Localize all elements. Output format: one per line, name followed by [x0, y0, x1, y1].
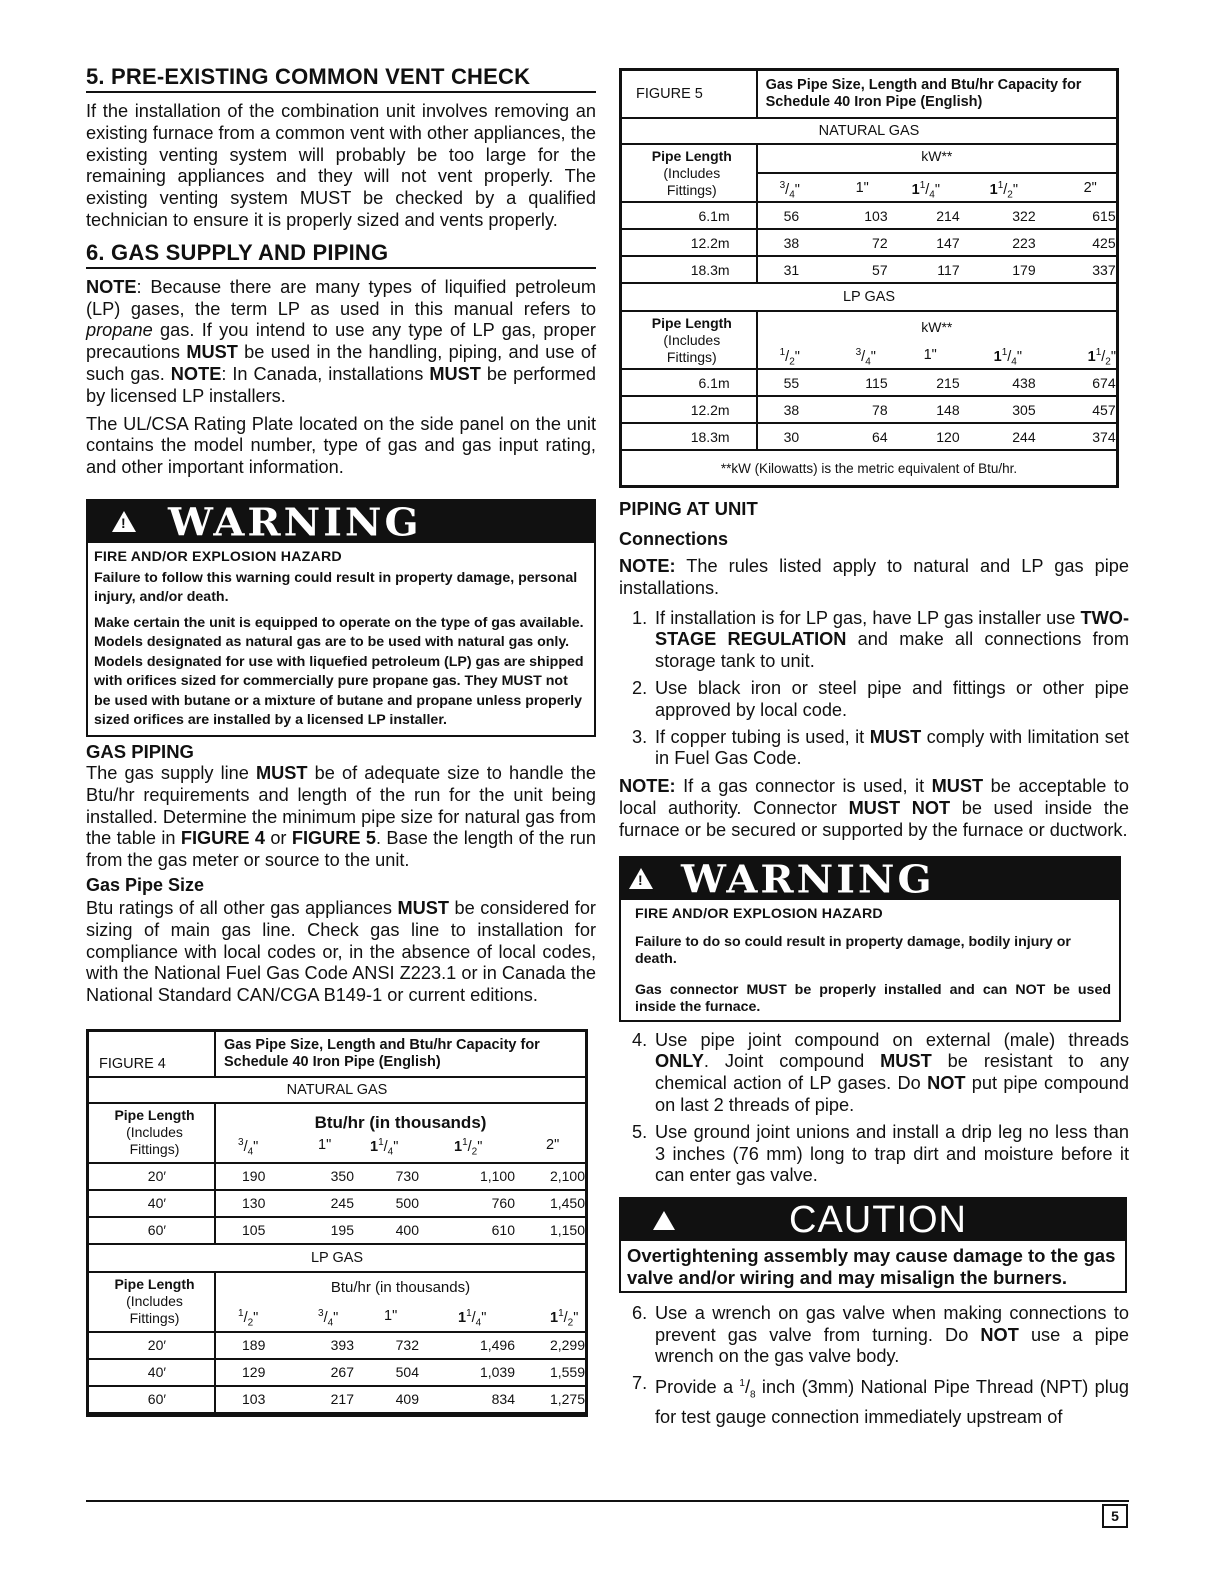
figure-4-lp-label: LP GAS: [89, 1244, 585, 1272]
hazard-title: FIRE AND/OR EXPLOSION HAZARD: [94, 548, 342, 565]
connections-list-continued: [619, 1030, 1129, 1188]
figure-4-sizes: $^3/_4$" 1" $1^1/_4$" $1^1/_2$" 2": [238, 1136, 560, 1158]
pipe-length-cell: 20′: [89, 1332, 215, 1359]
value-cell: 400: [395, 1222, 419, 1239]
list-item-6: 6. Use a wrench on gas valve when making connections to prevent gas valve from turning. Do NOT use a pipe wrench on the gas valve body.: [632, 1302, 1129, 1367]
list-item-5: 5. Use ground joint unions and install a drip leg no less than 3 inches (76 mm) long to trap dirt and moisture before it can enter gas valve.: [632, 1121, 1129, 1186]
hazard-title-2: FIRE AND/OR EXPLOSION HAZARD: [635, 905, 883, 922]
value-cell: 148: [936, 401, 960, 418]
warning-banner-2: [621, 858, 1119, 900]
value-cell: 834: [491, 1391, 515, 1408]
pipe-length-cell: 6.1m: [622, 369, 757, 396]
connections-note: NOTE: The rules listed apply to natural and LP gas pipe installations.: [619, 556, 1129, 598]
value-cell: 214: [936, 207, 960, 224]
right-column: [619, 68, 1129, 1428]
value-cell: 223: [1012, 234, 1036, 251]
table-row: [89, 1163, 585, 1190]
gas-pipe-size-heading: Gas Pipe Size: [86, 874, 205, 895]
connections-list-final: [619, 1303, 1129, 1429]
value-cell: 337: [1092, 261, 1116, 278]
value-cell: 267: [330, 1364, 354, 1381]
value-cell: 56: [783, 207, 800, 224]
figure-5-table: [619, 68, 1119, 488]
caution-text: Overtightening assembly may cause damage to the gas valve and/or wiring and may misalign the burners.: [627, 1245, 1116, 1288]
pipe-length-cell: 18.3m: [622, 423, 757, 450]
value-cell: 130: [242, 1195, 266, 1212]
table-row: [89, 1386, 585, 1413]
figure-4-unit: Btu/hr (in thousands): [314, 1112, 487, 1132]
value-cell: 350: [330, 1168, 354, 1185]
figure-5-ng-label: NATURAL GAS: [622, 118, 1116, 144]
warning-word-2: WARNING: [681, 857, 935, 900]
value-cell: 38: [783, 234, 800, 251]
pipe-length-cell: 12.2m: [622, 229, 757, 256]
value-cell: 103: [242, 1391, 266, 1408]
table-row: [89, 1190, 585, 1217]
value-cell: 730: [395, 1168, 419, 1185]
value-cell: 438: [1012, 374, 1036, 391]
warning-text-1: Failure to follow this warning could result in property damage, personal injury, and/or death.: [94, 569, 578, 606]
table-row: [622, 229, 1116, 256]
figure-4-ng-label: NATURAL GAS: [89, 1077, 585, 1103]
list-item-2: 2. Use black iron or steel pipe and fittings or other pipe approved by local code.: [632, 677, 1129, 720]
value-cell: 1,496: [479, 1337, 515, 1354]
value-cell: 190: [242, 1168, 266, 1185]
figure-4-label: FIGURE 4: [89, 1032, 215, 1077]
warning-text-2: Make certain the unit is equipped to operate on the type of gas available. Models designated as natural gas are to be used with natural gas only. Models designated for use with liquefied petroleum (LP) gas are shipped with orifices sized for commercially pure propane gas. They MUST not be used with butane or a mixture of butane and propane unless properly sized orifices are installed by a licensed LP installer.: [94, 614, 584, 729]
pipe-length-cell: 6.1m: [622, 202, 757, 229]
table-row: [622, 202, 1116, 229]
value-cell: 103: [864, 207, 888, 224]
value-cell: 57: [872, 261, 888, 278]
value-cell: 500: [395, 1195, 419, 1212]
value-cell: 425: [1092, 234, 1116, 251]
value-cell: 147: [936, 234, 960, 251]
pipe-length-cell: 60′: [89, 1217, 215, 1244]
value-cell: 615: [1092, 207, 1116, 224]
figure-5-title: Gas Pipe Size, Length and Btu/hr Capacity for Schedule 40 Iron Pipe (English): [757, 71, 1116, 118]
figure-4-title: Gas Pipe Size, Length and Btu/hr Capacity for Schedule 40 Iron Pipe (English): [215, 1032, 585, 1077]
value-cell: 1,150: [549, 1222, 585, 1239]
warning-triangle-icon: !: [629, 868, 653, 889]
table-row: [89, 1217, 585, 1244]
pipe-length-cell: 18.3m: [622, 256, 757, 283]
value-cell: 1,275: [549, 1391, 585, 1408]
value-cell: 195: [330, 1222, 354, 1239]
figure-4-lp-unit: Btu/hr (in thousands): [330, 1279, 471, 1297]
value-cell: 72: [872, 234, 888, 251]
value-cell: 78: [872, 401, 888, 418]
warning-2-text-2: Gas connector MUST be properly installed and can NOT be used inside the furnace.: [635, 981, 1111, 1015]
caution-box: [619, 1197, 1127, 1293]
list-item-7: 7. Provide a $^1/_8$ inch (3mm) National Pipe Thread (NPT) plug for test gauge connection immediately upstream of: [632, 1373, 1129, 1427]
value-cell: 217: [330, 1391, 354, 1408]
table-row: [89, 1332, 585, 1359]
warning-2-text-1: Failure to do so could result in property damage, bodily injury or death.: [635, 933, 1071, 967]
table-row: [622, 256, 1116, 283]
value-cell: 30: [783, 428, 800, 445]
gas-piping-heading: GAS PIPING: [86, 740, 194, 762]
value-cell: 732: [395, 1337, 419, 1354]
value-cell: 760: [491, 1195, 515, 1212]
value-cell: 105: [242, 1222, 266, 1239]
warning-box-2: [619, 856, 1121, 1022]
figure-5-lp-label: LP GAS: [622, 283, 1116, 311]
connector-note: NOTE: If a gas connector is used, it MUST be acceptable to local authority. Connector MUST NOT be used inside the furnace or be secured or supported by the furnace or ductwork.: [619, 776, 1130, 840]
value-cell: 1,450: [549, 1195, 585, 1212]
figure-4-lp-sizes: $^1/_2$" $^3/_4$" 1" $1^1/_4$" $1^1/_2$": [238, 1308, 579, 1329]
section-5-heading: 5. PRE-EXISTING COMMON VENT CHECK: [86, 64, 596, 93]
list-item-4: 4. Use pipe joint compound on external (male) threads ONLY. Joint compound MUST be resistant to any chemical action of LP gases. Do NOT put pipe compound on last 2 threads of pipe.: [632, 1029, 1129, 1115]
pipe-length-cell: 20′: [89, 1163, 215, 1190]
caution-word: CAUTION: [789, 1199, 967, 1242]
value-cell: 31: [783, 261, 800, 278]
value-cell: 305: [1012, 401, 1036, 418]
section-6-heading: 6. GAS SUPPLY AND PIPING: [86, 240, 596, 269]
pipe-length-cell: 12.2m: [622, 396, 757, 423]
figure-4-lp-pipe-length-header: Pipe Length (Includes Fittings): [89, 1272, 215, 1332]
value-cell: 409: [395, 1391, 419, 1408]
piping-at-unit-heading: PIPING AT UNIT: [619, 498, 758, 519]
value-cell: 504: [395, 1364, 419, 1381]
value-cell: 610: [491, 1222, 515, 1239]
value-cell: 215: [936, 374, 960, 391]
figure-5-label: FIGURE 5: [622, 71, 757, 118]
left-column: [86, 64, 596, 1417]
table-row: [622, 396, 1116, 423]
pipe-length-cell: 40′: [89, 1359, 215, 1386]
warning-box-1: [86, 499, 596, 737]
section-5-text: If the installation of the combination unit involves removing an existing furnace from a common vent with other appliances, the existing venting system will probably be too large for the remaining appliances and they will not vent properly. The existing venting system MUST be checked by a qualified technician to ensure it is properly sized and vents properly.: [86, 101, 596, 230]
value-cell: 245: [330, 1195, 354, 1212]
figure-5-lp-unit: kW**: [921, 318, 953, 335]
value-cell: 129: [242, 1364, 266, 1381]
footer-rule: [86, 1500, 1129, 1502]
pipe-length-cell: 40′: [89, 1190, 215, 1217]
value-cell: 322: [1012, 207, 1036, 224]
warning-word: WARNING: [168, 500, 422, 543]
figure-5-lp-sizes: $^1/_2$" $^3/_4$" 1" $1^1/_4$" $1^1/_2$": [779, 346, 1116, 368]
gas-piping-text: The gas supply line MUST be of adequate size to handle the Btu/hr requirements and length of the run for the unit being installed. Determine the minimum pipe size for natural gas from the table in FIGURE 4 or FIGURE 5. Base the length of the run from the gas meter or source to the unit.: [86, 762, 596, 871]
value-cell: 674: [1092, 374, 1116, 391]
figure-5-pipe-length-header: Pipe Length (Includes Fittings): [622, 144, 757, 202]
list-item-3: 3. If copper tubing is used, it MUST comply with limitation set in Fuel Gas Code.: [632, 726, 1129, 769]
connections-list: [619, 608, 1129, 771]
figure-4-table: [86, 1029, 588, 1417]
figure-5-sizes: $^3/_4$" 1" $1^1/_4$" $1^1/_2$" 2": [779, 179, 1097, 201]
value-cell: 393: [330, 1337, 354, 1354]
figure-5-unit: kW**: [758, 146, 1116, 174]
table-row: [622, 369, 1116, 396]
value-cell: 179: [1012, 261, 1036, 278]
value-cell: 2,299: [549, 1337, 585, 1354]
rating-plate-text: The UL/CSA Rating Plate located on the side panel on the unit contains the model number, type of gas and gas input rating, and other important information.: [86, 413, 596, 478]
value-cell: 374: [1092, 428, 1116, 445]
caution-banner: [621, 1199, 1125, 1241]
table-row: [622, 423, 1116, 450]
value-cell: 117: [937, 261, 960, 278]
figure-5-footnote: **kW (Kilowatts) is the metric equivalent of Btu/hr.: [622, 450, 1116, 485]
value-cell: 38: [783, 401, 800, 418]
list-item-1: 1. If installation is for LP gas, have LP gas installer use TWO-STAGE REGULATION and make all connections from storage tank to unit.: [632, 607, 1129, 672]
value-cell: 2,100: [549, 1168, 585, 1185]
warning-triangle-icon: !: [112, 511, 136, 532]
value-cell: 1,559: [549, 1364, 585, 1381]
value-cell: 189: [242, 1337, 266, 1354]
value-cell: 55: [783, 374, 800, 391]
gas-pipe-size-text: Btu ratings of all other gas appliances MUST be considered for sizing of main gas line. Check gas line to installation for compliance with local codes or, in the absence of local codes, with the National Fuel Gas Code ANSI Z223.1 or in Canada the National Standard CAN/CGA B149-1 or current editions.: [86, 897, 596, 1006]
connections-heading: Connections: [619, 529, 729, 549]
value-cell: 120: [936, 428, 960, 445]
figure-4-pipe-length-header: Pipe Length (Includes Fittings): [89, 1103, 215, 1163]
value-cell: 244: [1012, 428, 1036, 445]
value-cell: 64: [872, 428, 888, 445]
pipe-length-cell: 60′: [89, 1386, 215, 1413]
value-cell: 1,100: [479, 1168, 515, 1185]
figure-5-lp-pipe-length-header: Pipe Length (Includes Fittings): [622, 311, 757, 369]
value-cell: 457: [1092, 401, 1116, 418]
warning-banner: [88, 501, 594, 543]
section-6-note: NOTE: Because there are many types of liquified petroleum (LP) gases, the term LP as used in this manual refers to propane gas. If you intend to use any type of LP gas, proper precautions MUST be used in the handling, piping, and use of such gas. NOTE: In Canada, installations MUST be performed by licensed LP installers.: [86, 276, 596, 406]
page-number: 5: [1102, 1504, 1128, 1528]
table-row: [89, 1359, 585, 1386]
value-cell: 1,039: [479, 1364, 515, 1381]
caution-triangle-icon: [653, 1211, 675, 1230]
value-cell: 115: [865, 374, 888, 391]
